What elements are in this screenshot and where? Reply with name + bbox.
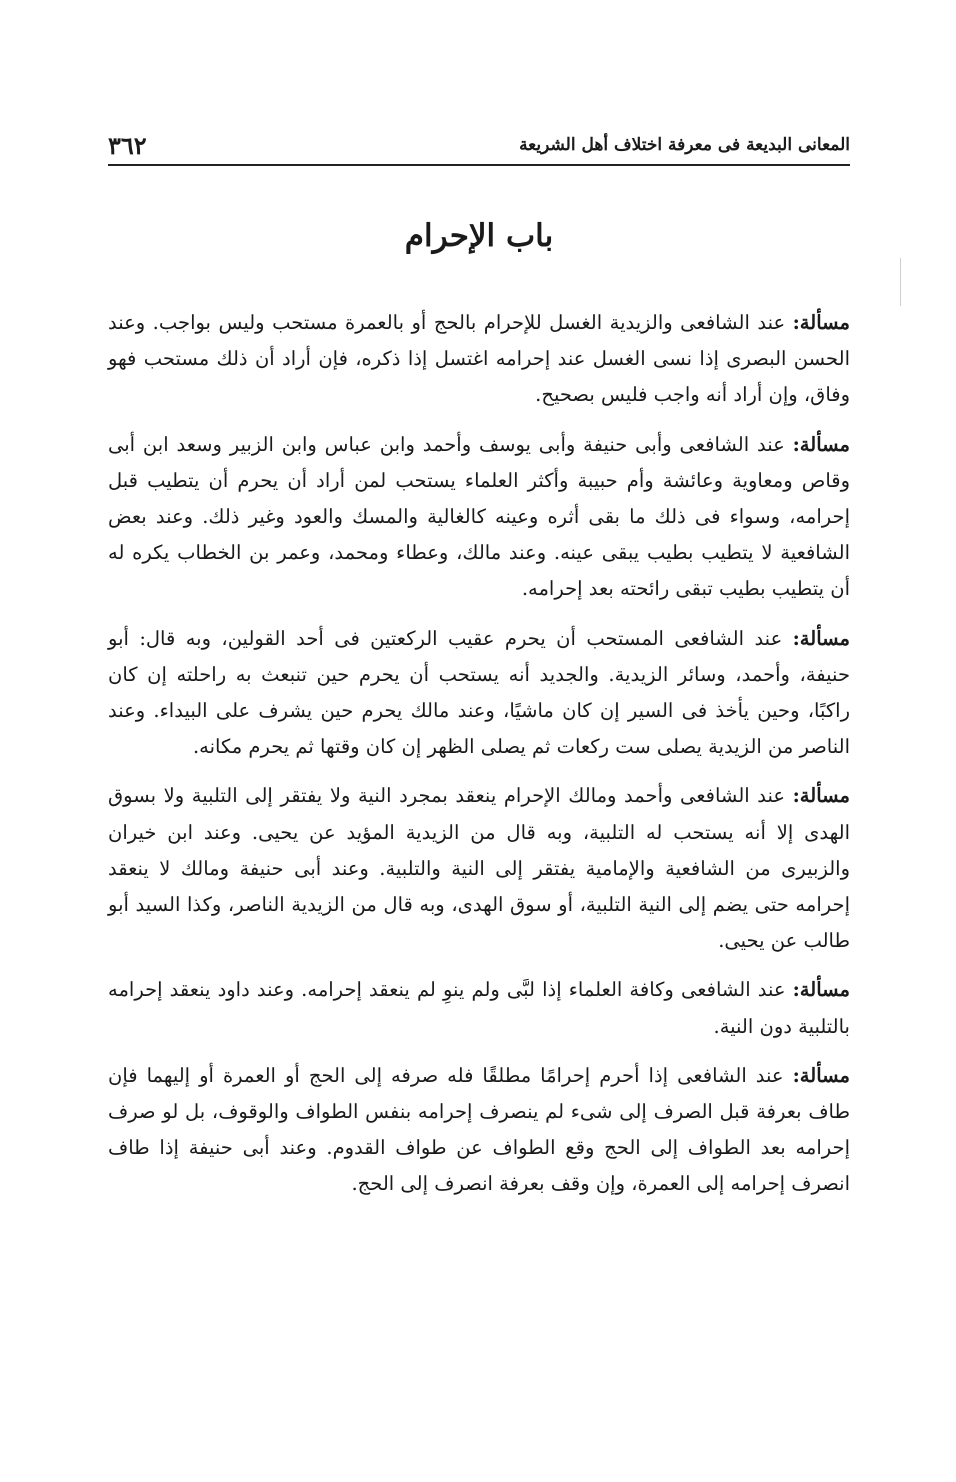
paragraph-text: عند الشافعى وكافة العلماء إذا لبَّى ولم ينوِ لم ينعقد إحرامه. وعند داود ينعقد إحرامه بالتلبية دون النية. <box>108 978 850 1038</box>
paragraph <box>108 305 850 414</box>
paragraph <box>108 778 850 959</box>
paragraph-lead: مسألة: <box>792 432 850 456</box>
paragraph-text: عند الشافعى وأبى حنيفة وأبى يوسف وأحمد وابن عباس وابن الزبير وسعد ابن أبى وقاص ومعاوية وعائشة وأم حبيبة وأكثر العلماء يستحب لمن أراد أن يحرم أن يتطيب قبل إحرامه، وسواء فى ذلك ما بقى أثره وعينه كالغالية والمسك والعود وغير ذلك. وعند بعض الشافعية لا يتطيب بطيب يبقى عينه. وعند مالك، وعطاء ومحمد، وعمر بن الخطاب يكره له أن يتطيب بطيب تبقى رائحته بعد إحرامه. <box>108 432 850 601</box>
running-header <box>108 128 850 162</box>
paragraph <box>108 972 850 1044</box>
paragraph-text: عند الشافعى والزيدية الغسل للإحرام بالحج أو بالعمرة مستحب وليس بواجب. وعند الحسن البصرى إذا نسى الغسل عند إحرامه اغتسل إذا ذكره، فإن أراد أن ذلك مستحب فهو وفاق، وإن أراد أنه واجب فليس بصحيح. <box>108 311 850 407</box>
paragraph <box>108 427 850 608</box>
paragraph-lead: مسألة: <box>792 311 850 334</box>
paragraph-lead: مسألة: <box>792 978 850 1002</box>
paragraph-lead: مسألة: <box>792 626 850 650</box>
paragraph <box>108 621 850 766</box>
header-divider <box>108 164 850 166</box>
paragraph <box>108 1058 850 1203</box>
paragraph-text: عند الشافعى المستحب أن يحرم عقيب الركعتين فى أحد القولين، وبه قال: أبو حنيفة، وأحمد، وسائر الزيدية. والجديد أنه يستحب أن يحرم حين تنبعث به راحلته إن كان راكبًا، وحين يأخذ فى السير إن كان ماشيًا، وعند مالك يحرم حين يشرف على البيداء. وعند الناصر من الزيدية يصلى ست ركعات ثم يصلى الظهر إن كان وقتها ثم يحرم مكانه. <box>108 626 850 759</box>
page-number: ٣٦٢ <box>108 130 147 160</box>
paragraph-text: عند الشافعى وأحمد ومالك الإحرام ينعقد بمجرد النية ولا يفتقر إلى التلبية ولا بسوق الهدى إلا أنه يستحب له التلبية، وبه قال من الزيدية المؤيد عن يحيى. وعند ابن خيران والزبيرى من الشافعية والإمامية يفتقر إلى النية والتلبية. وعند أبى حنيفة ومالك لا ينعقد إحرامه حتى يضم إلى النية التلبية، أو سوق الهدى، وبه قال من الزيدية الناصر، وكذا السيد أبو طالب عن يحيى. <box>108 784 850 953</box>
body-text <box>108 305 850 1216</box>
book-title: المعانى البديعة فى معرفة اختلاف أهل الشريعة <box>519 135 850 155</box>
paragraph-text: عند الشافعى إذا أحرم إحرامًا مطلقًا فله صرفه إلى الحج أو العمرة أو إليهما فإن طاف بعرفة قبل الصرف إلى شىء لم ينصرف إحرامه بنفس الطواف والوقوف، بل لو صرف إحرامه بعد الطواف إلى الحج وقع الطواف عن طواف القدوم. وعند أبى حنيفة إذا طاف انصرف إحرامه إلى العمرة، وإن وقف بعرفة انصرف إلى الحج. <box>108 1063 850 1196</box>
margin-mark <box>900 258 901 306</box>
paragraph-lead: مسألة: <box>792 784 850 808</box>
paragraph-lead: مسألة: <box>792 1063 850 1087</box>
chapter-title: باب الإحرام <box>404 218 554 254</box>
